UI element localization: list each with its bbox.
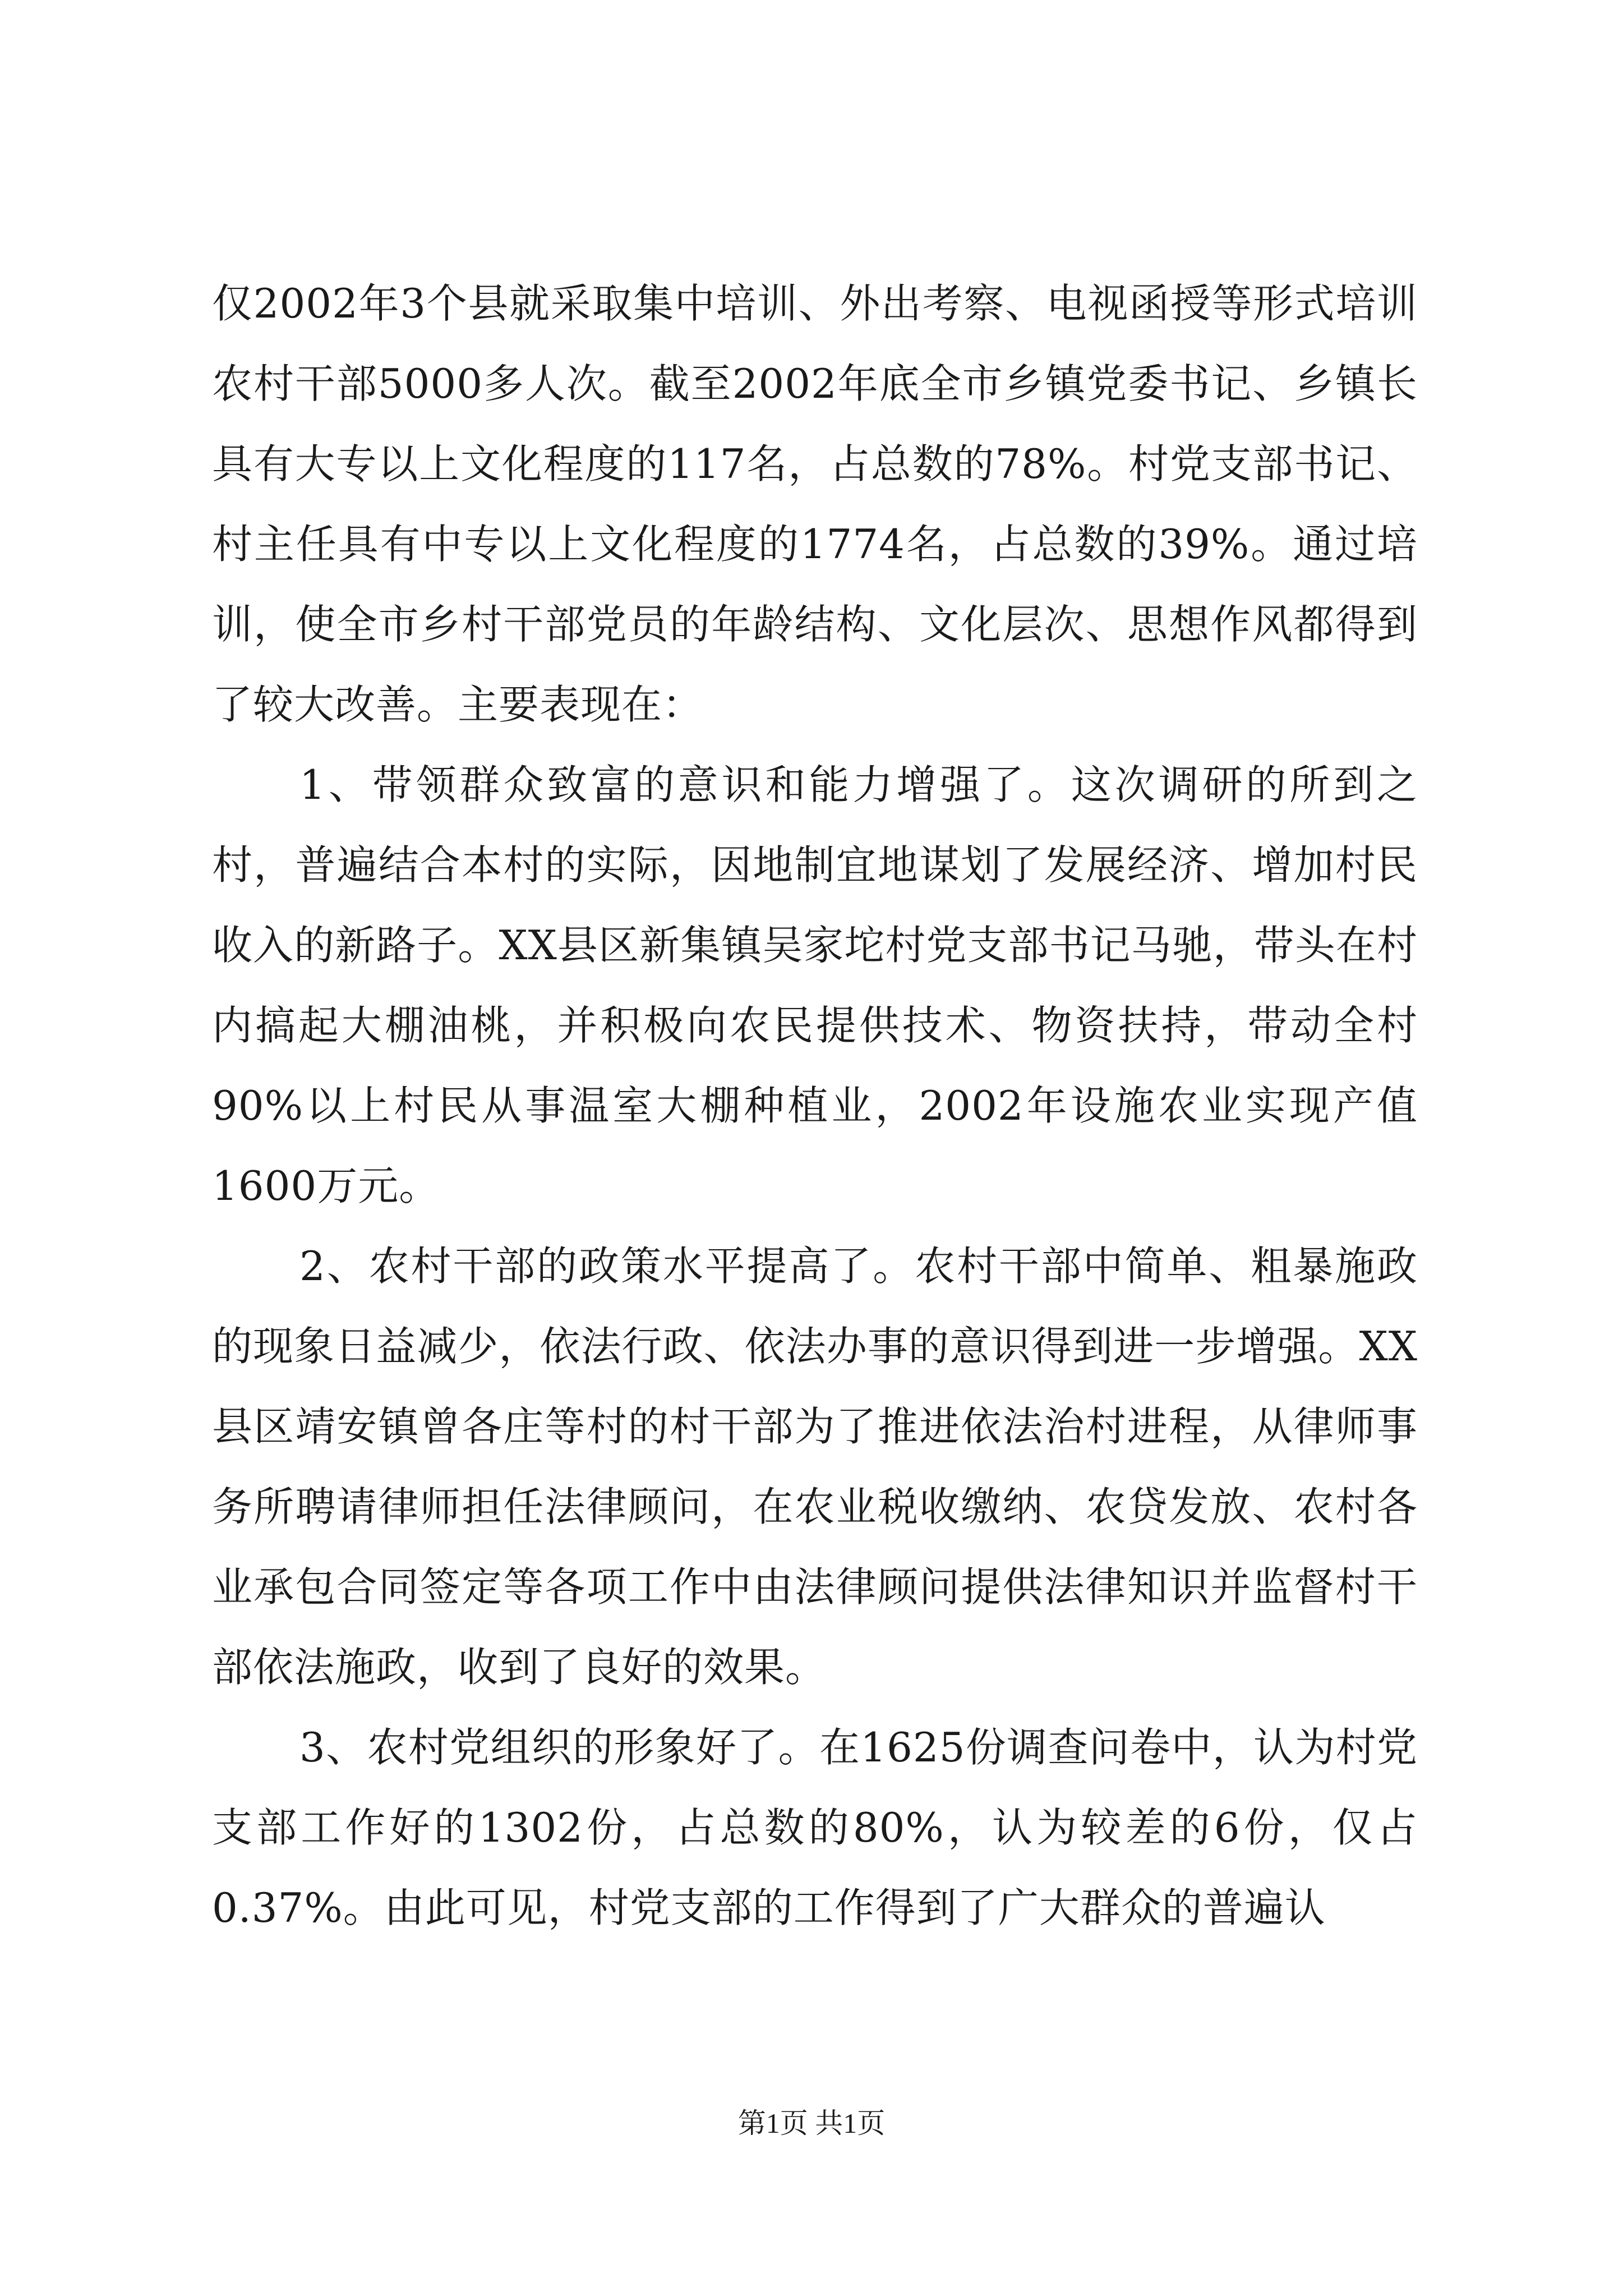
- paragraph-point-3: 3、农村党组织的形象好了。在1625份调查问卷中，认为村党支部工作好的1302份，占总数的80%，认为较差的6份，仅占0.37%。由此可见，村党支部的工作得到了广大群众的普遍认: [212, 1724, 1418, 1931]
- paragraph-point-2: 2、农村干部的政策水平提高了。农村干部中简单、粗暴施政的现象日益减少，依法行政、依法办事的意识得到进一步增强。XX县区靖安镇曾各庄等村的村干部为了推进依法治村进程，从律师事务所聘请律师担任法律顾问，在农业税收缴纳、农贷发放、农村各业承包合同签定等各项工作中由法律顾问提供法律知识并监督村干部依法施政，收到了良好的效果。: [212, 1243, 1418, 1691]
- paragraph-point-1: 1、带领群众致富的意识和能力增强了。这次调研的所到之村，普遍结合本村的实际，因地制宜地谋划了发展经济、增加村民收入的新路子。XX县区新集镇吴家坨村党支部书记马驰，带头在村内搞起大棚油桃，并积极向农民提供技术、物资扶持，带动全村90%以上村民从事温室大棚种植业，2002年设施农业实现产值1600万元。: [212, 761, 1418, 1209]
- document-body: [212, 264, 1418, 1948]
- paragraph-intro: 仅2002年3个县就采取集中培训、外出考察、电视函授等形式培训农村干部5000多人次。截至2002年底全市乡镇党委书记、乡镇长具有大专以上文化程度的117名，占总数的78%。村党支部书记、村主任具有中专以上文化程度的1774名，占总数的39%。通过培训，使全市乡村干部党员的年龄结构、文化层次、思想作风都得到了较大改善。主要表现在：: [212, 280, 1418, 728]
- page-footer: 第1页 共1页: [737, 2108, 886, 2139]
